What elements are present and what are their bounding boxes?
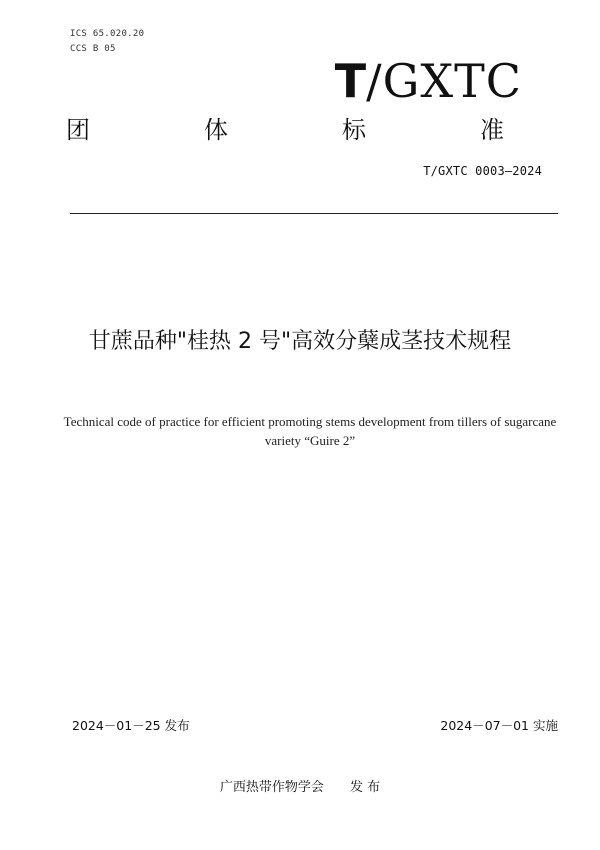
publisher-name: 广西热带作物学会 [219,780,324,795]
title-chinese: 甘蔗品种"桂热 2 号"高效分蘖成茎技术规程 [88,329,512,354]
title-english: Technical code of practice for efficient promoting stems development from tillers of sugarcane variety “Guire 2” [63,414,557,448]
header-divider [70,213,558,214]
category-char-1: 团 [66,116,90,144]
document-number: T/GXTC 0003—2024 [423,164,542,178]
publisher [0,776,600,795]
implement-date: 2024－07－01 实施 [440,718,558,733]
category-char-2: 体 [204,116,228,144]
category-char-3: 标 [342,116,366,144]
standard-logo [334,54,522,108]
publish-date: 2024－01－25 发布 [72,718,190,733]
ics-code: ICS 65.020.20 [70,29,145,39]
logo-t: T [334,54,367,108]
logo-gxtc: /GXTC [366,54,522,108]
category-char-4: 准 [480,116,504,144]
publisher-action: 发 布 [349,780,381,795]
ccs-code: CCS B 05 [70,44,116,54]
